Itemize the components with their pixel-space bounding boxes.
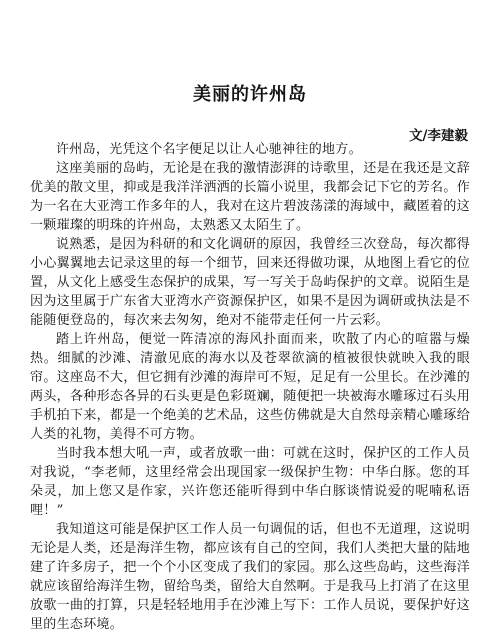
- article-body: [30, 140, 470, 634]
- paragraph: 当时我本想大吼一声，或者放歌一曲：可就在这时，保护区的工作人员对我说，“李老师，这里经常会出现国家一级保护生物：中华白豚。您的耳朵灵，加上您又是作家，兴许您还能听得到中华白豚谈情说爱的呢喃私语哩！”: [30, 446, 470, 518]
- paragraph: 踏上许州岛，便觉一阵清凉的海风扑面而来，吹散了内心的喧嚣与燥热。细腻的沙滩、清澈见底的海水以及苍翠欲滴的植被很快就映入我的眼帘。这座岛不大，但它拥有沙滩的海岸可不短，足足有一公里长。在沙滩的两头，各种形态各异的石头更是色彩斑斓，随便把一块被海水雕琢过石头用手机拍下来，都是一个绝美的艺术品，这些仿佛就是大自然母亲精心雕琢给人类的礼物，美得不可方物。: [30, 332, 470, 442]
- paragraph: 许州岛，光凭这个名字便足以让人心驰神往的地方。: [56, 142, 362, 157]
- paragraph: 说熟悉，是因为科研的和文化调研的原因，我曾经三次登岛，每次都得小心翼翼地去记录这里的每一个细节，回来还得做功课，从地图上看它的位置，从文化上感受生态保护的成果，写一写关于岛屿保护的文章。说陌生是因为这里属于广东省大亚湾水产资源保护区，如果不是因为调研或执法是不能随便登岛的，每次来去匆匆，绝对不能带走任何一片云彩。: [30, 237, 470, 328]
- paragraph: 我知道这可能是保护区工作人员一句调侃的话，但也不无道理，这说明无论是人类，还是海洋生物，都应该有自己的空间，我们人类把大量的陆地建了许多房子，把一个个小区变成了我们的家园。那么这些岛屿，这些海洋就应该留给海洋生物，留给鸟类，留给大自然啊。于是我马上打消了在这里放歌一曲的打算，只是轻轻地用手在沙滩上写下：工作人员说，要保护好这里的生态环境。: [30, 522, 470, 632]
- article-title: 美丽的许州岛: [193, 84, 307, 105]
- article-author: 文/李建毅: [409, 128, 468, 144]
- paragraph: 这座美丽的岛屿，无论是在我的激情澎湃的诗歌里，还是在我还是文辞优美的散文里，抑或是我洋洋洒洒的长篇小说里，我都会记下它的芳名。作为一名在大亚湾工作多年的人，我对在这片碧波荡漾的海域中，藏匿着的这一颗璀璨的明珠的许州岛，太熟悉又太陌生了。: [30, 161, 470, 233]
